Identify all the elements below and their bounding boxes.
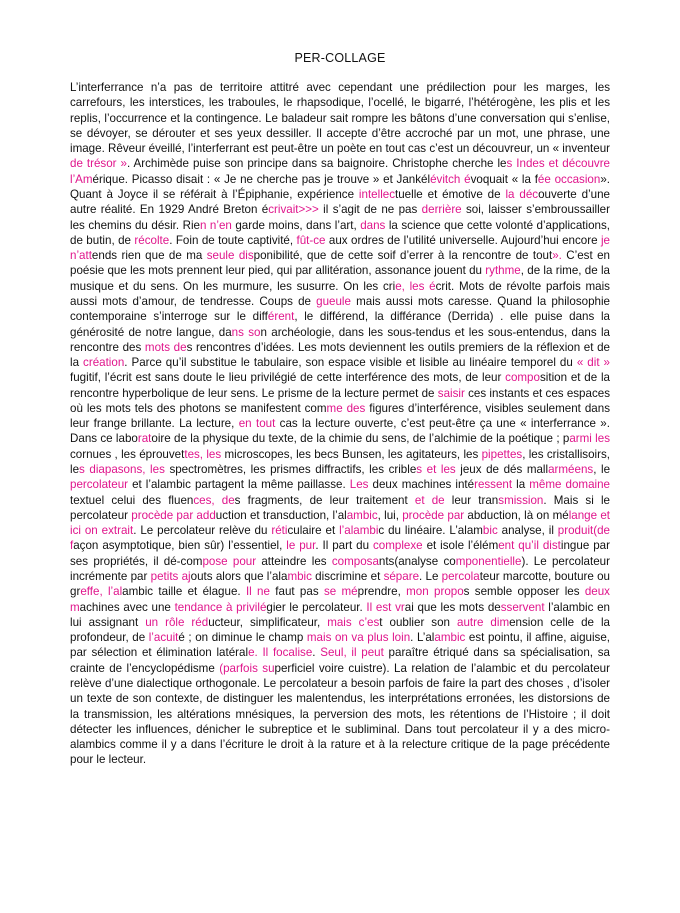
- text-run: atteindre les: [256, 554, 332, 568]
- text-run: textuel celui des fluen: [70, 493, 194, 507]
- text-run: c du linéaire. L’alam: [378, 524, 483, 538]
- text-run: .: [312, 646, 321, 660]
- highlighted-text-run: de trésor »: [70, 157, 127, 171]
- text-run: tuelle et émotive de: [395, 187, 506, 201]
- text-run: ingue par ses propriétés, il dé-com: [70, 539, 610, 568]
- text-run: ai que les mots de: [404, 600, 501, 614]
- text-run: est pointu, il affine, aiguise, par sélection et élimination latéral: [70, 631, 611, 660]
- highlighted-text-run: saisir: [437, 386, 465, 400]
- highlighted-text-run: sépare: [383, 570, 420, 583]
- highlighted-text-run: s Indes et découvre l’Am: [70, 157, 611, 186]
- highlighted-text-run: n n’en: [199, 218, 232, 232]
- text-run: aux ordres de l’utilité universelle. Aujourd’hui encore: [325, 233, 601, 247]
- text-run: ambic taille et élague.: [122, 585, 246, 599]
- highlighted-text-run: fût-ce: [296, 233, 326, 247]
- text-run: analyse, il: [497, 524, 558, 538]
- highlighted-text-run: ent qu’il dist: [498, 539, 561, 553]
- text-run: nts(analyse co: [378, 554, 456, 568]
- highlighted-text-run: il peut: [351, 646, 384, 660]
- text-run: outs alors que l’ala: [190, 570, 288, 583]
- text-run: paraître étriqué dans sa spécialisation, sa crainte de l’encyclopédisme: [70, 646, 610, 675]
- text-run: culaire et: [287, 524, 340, 538]
- highlighted-text-run: se mé: [323, 585, 358, 599]
- text-run: mais aussi mots caresse. Quand la philosophie contemporaine s’interroge sur le diff: [70, 294, 610, 324]
- text-run: . Parce qu’il substitue le tabulaire, son espace visible et lisible au linéaire temporel du: [124, 356, 577, 370]
- text-run: , de la rime, de la musique et du sens. On les murmure, les susurre. On les cri: [70, 264, 610, 293]
- highlighted-text-run: e, les é: [395, 279, 436, 293]
- text-run: crit. Mots de révolte parfois mais aussi mots d’amour, de tendresse. Coups de: [70, 279, 610, 308]
- highlighted-text-run: bic: [482, 524, 498, 538]
- text-run: cas la lecture ouverte, c’est peut-être ça une « interferrance ». Dans ce labo: [70, 417, 610, 446]
- highlighted-text-run: sservent: [500, 600, 545, 614]
- text-run: gier le percolateur.: [266, 600, 367, 614]
- text-run: spectromètres, les prismes diffractifs, les crible: [164, 463, 417, 477]
- text-run: voquait « la f: [470, 172, 538, 186]
- text-run: ). Le percolateur incrémente par: [70, 554, 610, 583]
- highlighted-text-run: Il est vr: [366, 600, 405, 614]
- highlighted-text-run: deux m: [70, 585, 610, 614]
- highlighted-text-run: mais c’es: [327, 615, 380, 629]
- text-run: sition et de la rencontre hyperbolique de leur sens. Le prisme de la lecture permet de: [70, 371, 610, 400]
- highlighted-text-run: et de: [414, 493, 445, 507]
- highlighted-text-run: autre dim: [457, 615, 510, 629]
- text-run: achines avec une: [79, 600, 175, 614]
- highlighted-text-run: Il ne: [245, 585, 270, 599]
- text-run: soi, laisser s’embroussailler les chemins du désir. Rie: [70, 203, 610, 232]
- text-run: et isole l’élém: [422, 539, 499, 553]
- highlighted-text-run: gueule: [316, 294, 351, 308]
- text-run: , le: [593, 463, 611, 477]
- highlighted-text-run: compo: [505, 371, 540, 385]
- highlighted-text-run: ces, de: [193, 493, 235, 507]
- text-run: il s’agit de ne pas: [318, 203, 422, 217]
- text-run: abduction, là on mé: [464, 508, 569, 522]
- highlighted-text-run: ns so: [231, 325, 261, 339]
- highlighted-text-run: e. Il focalise: [248, 646, 313, 660]
- highlighted-text-run: derrière: [421, 203, 462, 217]
- highlighted-text-run: mponentielle: [455, 554, 522, 568]
- highlighted-text-run: mbic: [287, 570, 312, 583]
- text-run: et l’alambic partagent la même paillasse.: [128, 478, 350, 492]
- text-run: leur tran: [444, 493, 499, 507]
- highlighted-text-run: rythme: [485, 264, 521, 278]
- highlighted-text-run: pipettes: [481, 447, 523, 461]
- highlighted-text-run: ».: [552, 249, 567, 263]
- text-run: ension celle de la profondeur, de: [70, 615, 611, 645]
- highlighted-text-run: composa: [331, 554, 379, 568]
- highlighted-text-run: rat: [137, 432, 152, 446]
- text-run: prendre,: [357, 585, 407, 599]
- highlighted-text-run: procède par add: [131, 508, 216, 522]
- highlighted-text-run: mais on va plus loin: [306, 631, 411, 645]
- highlighted-text-run: la déc: [505, 187, 539, 201]
- text-run: é ; on diminue le champ: [178, 631, 307, 645]
- highlighted-text-run: Les: [349, 478, 369, 492]
- text-run: perficiel voire cuistre). La relation de l’alambic et du percolateur relève d’une dialectique orthogonale. Le percolateur a besoin parfois de faire la part des choses , d’isoler un texte de son contexte, de distinguer les malentendus, les interprétations erronées, les distorsions de la transmission, les altérations mnésiques, la perversion des mots, les rétentions de l’Histoire ; il doit détecter les influences, dénicher le subreptice et le subliminal. Dans tout percolateur il y a des micro-alambics comme il y a dans l’écriture le droit à la rature et à la relecture critique de la page précédente pour le lecteur.: [70, 661, 610, 767]
- highlighted-text-run: arméens: [548, 463, 594, 477]
- text-run: fugitif, l’écrit est sans doute le lieu privilégié de cette interférence des mots, de leur: [70, 371, 506, 385]
- highlighted-text-run: le pur: [286, 539, 316, 553]
- highlighted-text-run: produit(de f: [70, 524, 611, 553]
- highlighted-text-run: réti: [271, 524, 288, 538]
- document-body: [70, 80, 610, 768]
- highlighted-text-run: percola: [441, 570, 480, 583]
- text-run: n archéologie, dans les sous-tendus et les sous-entendus, dans la rencontre des: [70, 325, 611, 354]
- text-run: . Il part du: [315, 539, 373, 553]
- text-run: s rencontres d’idées. Les mots deviennent les outils premiers de la réflexion et de la: [70, 340, 610, 370]
- highlighted-text-run: percolateur: [70, 478, 129, 492]
- text-run: ouverte d’une autre réalité. En 1929 André Breton é: [70, 187, 610, 217]
- text-run: . Archimède puise son principe dans sa baignoire. Christophe cherche le: [126, 157, 507, 171]
- text-run: . L’al: [410, 631, 435, 645]
- highlighted-text-run: me des: [326, 401, 366, 415]
- text-run: s semble opposer les: [463, 585, 585, 599]
- text-run: ces instants et ces espaces où les mots tels des photons se manifestent com: [70, 386, 610, 415]
- text-run: s fragments, de leur traitement: [234, 493, 415, 507]
- text-run: ucteur, simplificateur,: [208, 615, 328, 629]
- highlighted-text-run: ambic: [434, 631, 466, 645]
- highlighted-text-run: dans: [360, 218, 386, 232]
- text-run: la science que cette volonté d’applications, de butin, de: [70, 218, 611, 247]
- text-run: açon asymptotique, bien sûr) l’essentiel,: [73, 539, 287, 553]
- highlighted-text-run: tes, les: [184, 447, 222, 461]
- text-run: la: [512, 478, 530, 492]
- text-run: l’alambic en lui assignant: [70, 600, 610, 629]
- highlighted-text-run: ressent: [474, 478, 513, 492]
- text-run: C’est en poésie que les mots prennent leur pied, qui par allitération, assonance jouent du: [70, 249, 610, 278]
- highlighted-text-run: pose pour: [202, 554, 257, 568]
- text-run: . Foin de toute captivité,: [169, 233, 297, 247]
- highlighted-text-run: seule dis: [206, 249, 254, 263]
- highlighted-text-run: s et les: [416, 463, 456, 477]
- highlighted-text-run: petits aj: [150, 570, 191, 583]
- highlighted-text-run: ambic: [346, 508, 378, 522]
- text-run: . Le percolateur relève du: [133, 524, 272, 538]
- highlighted-text-run: l’acuit: [148, 631, 179, 645]
- highlighted-text-run: (parfois su: [219, 661, 275, 675]
- highlighted-text-run: Seul,: [320, 646, 347, 660]
- text-run: garde moins, dans l’art,: [231, 218, 361, 232]
- highlighted-text-run: l’alambi: [339, 524, 379, 538]
- highlighted-text-run: mots de: [144, 340, 187, 354]
- highlighted-text-run: tendance à privilé: [174, 600, 267, 614]
- text-run: , les cristallisoirs, le: [70, 447, 610, 477]
- highlighted-text-run: un rôle réd: [145, 615, 209, 629]
- text-run: uction et transduction, l’al: [215, 508, 347, 522]
- text-run: figures d’interférence, visibles seulement dans leur frange brillante. La lecture,: [70, 401, 610, 431]
- highlighted-text-run: procède par: [402, 508, 465, 522]
- highlighted-text-run: érent: [267, 310, 295, 324]
- text-run: deux machines inté: [368, 478, 475, 492]
- text-run: ponibilité, que de cette soif d’errer à la rencontre de tout: [253, 249, 553, 263]
- highlighted-text-run: armi les: [569, 432, 610, 446]
- text-run: ». Quant à Joyce il se référait à l’Épiphanie, expérience: [70, 172, 611, 201]
- text-run: , le différend, la différance (Derrida) . elle puise dans la générosité de notre langue, da: [70, 310, 610, 339]
- text-run: L’interferrance n’a pas de territoire attitré avec cependant une prédilection pour les marges, les carrefours, les interstices, les traboules, le rhapsodique, l’ocellé, le bigarré, l’hétérogène, les plis et les replis, l’occurrence et la contingence. Le baladeur sait rompre les bâtons d’une conversation qui s’enlise, se dévoyer, se dérouter et ses yeux dessiller. Il accepte d’être accroché par un mot, une phrase, une image. Rêveur éveillé, l’interferrant est peut-être un poète en tout cas c’est un découvreur, un « inventeur: [70, 81, 610, 156]
- text-run: teur marcotte, bouture ou gr: [70, 570, 610, 599]
- highlighted-text-run: ée occasion: [537, 172, 601, 186]
- highlighted-text-run: récolte: [134, 233, 170, 247]
- highlighted-text-run: je n’att: [70, 233, 610, 263]
- text-run: , lui,: [377, 508, 403, 522]
- text-run: microscopes, les becs Bunsen, les agitateurs, les: [221, 447, 482, 461]
- highlighted-text-run: s diapasons, les: [79, 463, 165, 477]
- text-run: discrimine et: [311, 570, 384, 583]
- text-run: cornues , les éprouvet: [70, 447, 185, 461]
- highlighted-text-run: évitch é: [430, 172, 471, 186]
- highlighted-text-run: smission: [498, 493, 544, 507]
- highlighted-text-run: complexe: [373, 539, 423, 553]
- highlighted-text-run: en tout: [238, 417, 276, 431]
- highlighted-text-run: « dit »: [576, 356, 610, 370]
- highlighted-text-run: effe, l’al: [80, 585, 123, 599]
- text-run: . Le: [419, 570, 442, 583]
- text-run: érique. Picasso disait : « Je ne cherche pas je trouve » et Jankél: [92, 172, 431, 186]
- highlighted-text-run: mon propo: [406, 585, 464, 599]
- highlighted-text-run: lange et ici on extrait: [70, 508, 610, 538]
- text-run: faut pas: [269, 585, 324, 599]
- highlighted-text-run: intellec: [358, 187, 396, 201]
- document-title: PER-COLLAGE: [294, 51, 386, 65]
- highlighted-text-run: même domaine: [529, 478, 610, 492]
- highlighted-text-run: création: [83, 356, 125, 370]
- text-run: ends rien que de ma: [91, 249, 207, 263]
- text-run: . Mais si le percolateur: [70, 493, 610, 522]
- text-run: t oublier son: [379, 615, 457, 629]
- highlighted-text-run: crivait>>>: [268, 203, 319, 217]
- text-run: jeux de dés mall: [455, 463, 549, 477]
- text-run: oire de la physique du texte, de la chimie du sens, de l’alchimie de la poétique ; p: [151, 432, 570, 446]
